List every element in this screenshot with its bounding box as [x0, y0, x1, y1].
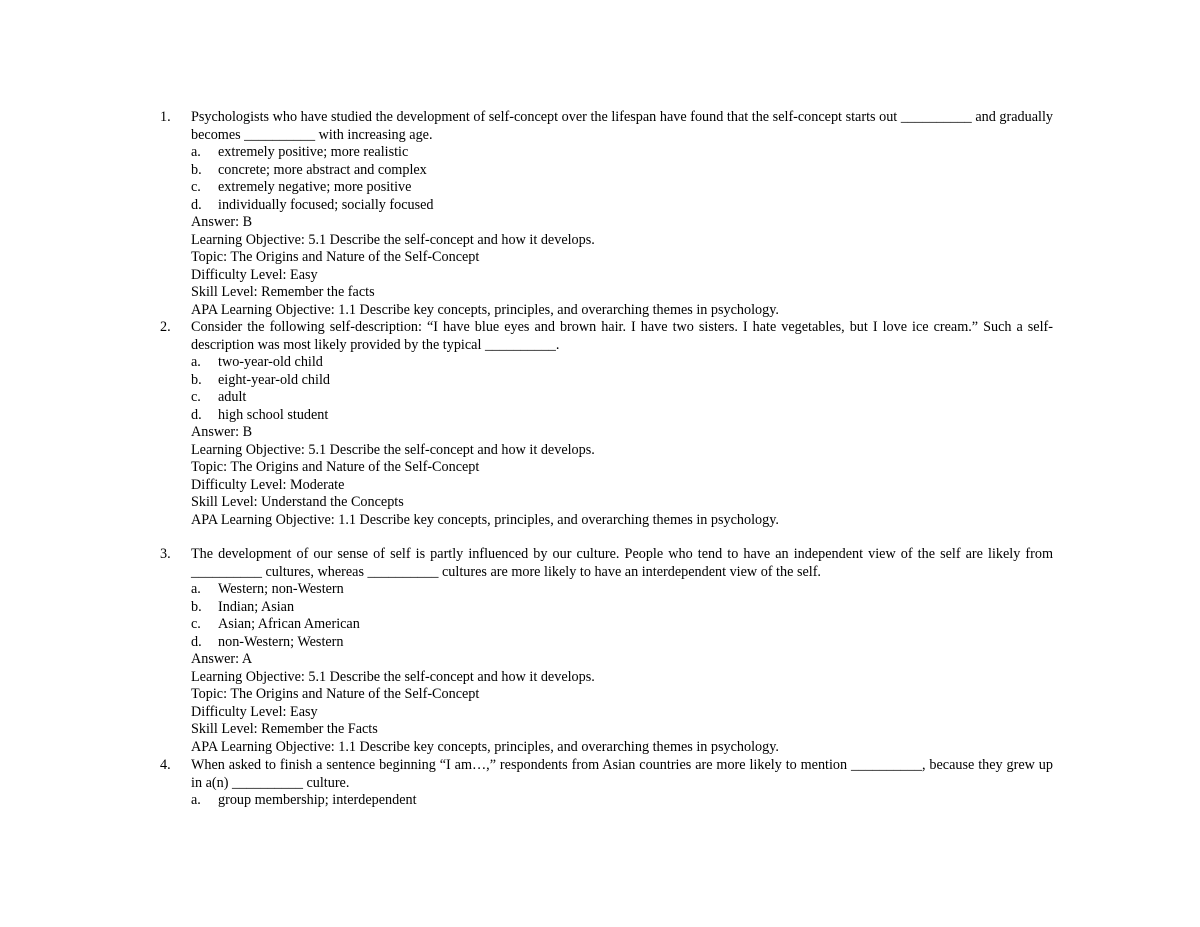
answer-option — [191, 197, 1060, 215]
answer-key: Answer: B — [191, 214, 253, 230]
option-text: Western; non-Western — [218, 581, 344, 597]
option-letter: a. — [191, 144, 201, 160]
question-4 — [160, 757, 1060, 810]
apa-objective: APA Learning Objective: 1.1 Describe key concepts, principles, and overarching themes in psychology. — [191, 511, 779, 528]
question-stem — [160, 319, 1060, 354]
skill-level: Skill Level: Understand the Concepts — [191, 494, 404, 510]
question-number: 1. — [160, 109, 171, 125]
answer-key: Answer: A — [191, 651, 253, 667]
question-stem — [160, 757, 1060, 792]
option-text: individually focused; socially focused — [218, 196, 434, 213]
option-text: non-Western; Western — [218, 633, 344, 650]
answer-option — [191, 581, 1060, 599]
topic: Topic: The Origins and Nature of the Self-Concept — [191, 686, 480, 702]
answer-key: Answer: B — [191, 424, 253, 440]
option-letter: a. — [191, 354, 201, 370]
answer-option — [191, 144, 1060, 162]
option-letter: c. — [191, 389, 201, 405]
question-1 — [160, 109, 1060, 319]
answer-option — [191, 389, 1060, 407]
option-text: extremely negative; more positive — [218, 179, 412, 195]
learning-objective: Learning Objective: 5.1 Describe the self-concept and how it develops. — [191, 668, 595, 685]
answer-option — [191, 792, 1060, 810]
option-letter: c. — [191, 616, 201, 632]
answer-option — [191, 372, 1060, 390]
learning-objective: Learning Objective: 5.1 Describe the self-concept and how it develops. — [191, 231, 595, 248]
option-letter: b. — [191, 371, 202, 388]
question-text: Psychologists who have studied the development of self-concept over the lifespan have found that the self-concept starts out __________ and gradually becomes __________ with increasing age. — [191, 109, 1053, 143]
option-letter: d. — [191, 196, 202, 213]
option-text: concrete; more abstract and complex — [218, 161, 427, 178]
answer-option — [191, 616, 1060, 634]
option-text: extremely positive; more realistic — [218, 144, 409, 160]
question-number: 2. — [160, 319, 171, 335]
option-text: adult — [218, 389, 247, 405]
topic: Topic: The Origins and Nature of the Self-Concept — [191, 459, 480, 475]
answer-option — [191, 407, 1060, 425]
option-text: eight-year-old child — [218, 371, 330, 388]
question-stem — [160, 546, 1060, 581]
topic: Topic: The Origins and Nature of the Self-Concept — [191, 249, 480, 265]
skill-level: Skill Level: Remember the facts — [191, 284, 375, 300]
question-stem — [160, 109, 1060, 144]
answer-option — [191, 634, 1060, 652]
learning-objective: Learning Objective: 5.1 Describe the self-concept and how it develops. — [191, 441, 595, 458]
question-number: 4. — [160, 757, 171, 773]
apa-objective: APA Learning Objective: 1.1 Describe key concepts, principles, and overarching themes in psychology. — [191, 738, 779, 755]
question-3 — [160, 546, 1060, 756]
question-text: When asked to finish a sentence beginning “I am…,” respondents from Asian countries are more likely to mention __________, because they grew up in a(n) __________ culture. — [191, 757, 1053, 791]
option-letter: d. — [191, 633, 202, 650]
apa-objective: APA Learning Objective: 1.1 Describe key concepts, principles, and overarching themes in psychology. — [191, 301, 779, 318]
option-letter: b. — [191, 598, 202, 615]
option-text: Asian; African American — [218, 616, 360, 632]
option-letter: a. — [191, 581, 201, 597]
question-text: The development of our sense of self is partly influenced by our culture. People who tend to have an independent view of the self are likely from __________ cultures, whereas __________ cultures are more likely to have an interdependent view of the self. — [191, 546, 1053, 580]
option-letter: d. — [191, 406, 202, 423]
difficulty-level: Difficulty Level: Easy — [191, 703, 318, 720]
answer-option — [191, 599, 1060, 617]
option-text: Indian; Asian — [218, 598, 295, 615]
option-letter: c. — [191, 179, 201, 195]
skill-level: Skill Level: Remember the Facts — [191, 721, 378, 737]
option-text: two-year-old child — [218, 354, 323, 370]
option-text: group membership; interdependent — [218, 792, 417, 808]
difficulty-level: Difficulty Level: Easy — [191, 266, 318, 283]
question-2 — [160, 319, 1060, 529]
answer-option — [191, 179, 1060, 197]
question-number: 3. — [160, 546, 171, 562]
answer-option — [191, 354, 1060, 372]
option-letter: b. — [191, 161, 202, 178]
difficulty-level: Difficulty Level: Moderate — [191, 476, 345, 493]
answer-option — [191, 162, 1060, 180]
option-text: high school student — [218, 406, 329, 423]
option-letter: a. — [191, 792, 201, 808]
question-text: Consider the following self-description: “I have blue eyes and brown hair. I have two sisters. I hate vegetables, but I love ice cream.” Such a self-description was most likely provided by the typical __________. — [191, 319, 1053, 353]
